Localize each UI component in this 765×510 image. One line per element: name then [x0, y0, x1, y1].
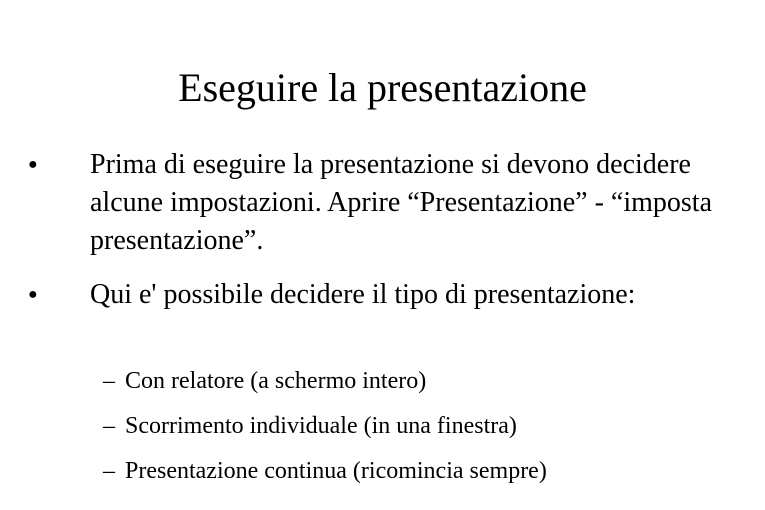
bullet-text: Qui e' possibile decidere il tipo di presentazione: — [90, 279, 636, 310]
slide-title: Eseguire la presentazione — [178, 65, 587, 110]
sub-bullet-item — [103, 411, 725, 441]
sub-bullet-text: Con relatore (a schermo intero) — [125, 368, 427, 394]
bullet-item — [28, 276, 730, 314]
bullet-item — [28, 146, 730, 260]
bullet-text: Prima di eseguire la presentazione si devono decidere alcune impostazioni. Aprire “Presentazione” - “imposta presentazione”. — [90, 149, 713, 256]
dash-icon: – — [103, 458, 115, 484]
dash-icon: – — [103, 413, 115, 439]
bullet-icon: ● — [28, 286, 38, 303]
sub-bullet-item — [103, 456, 725, 486]
bullet-icon: ● — [28, 156, 38, 173]
dash-icon: – — [103, 368, 115, 394]
sub-bullet-item — [103, 366, 725, 396]
sub-bullet-text: Presentazione continua (ricomincia sempre) — [125, 458, 547, 484]
sub-bullet-text: Scorrimento individuale (in una finestra) — [125, 413, 517, 439]
